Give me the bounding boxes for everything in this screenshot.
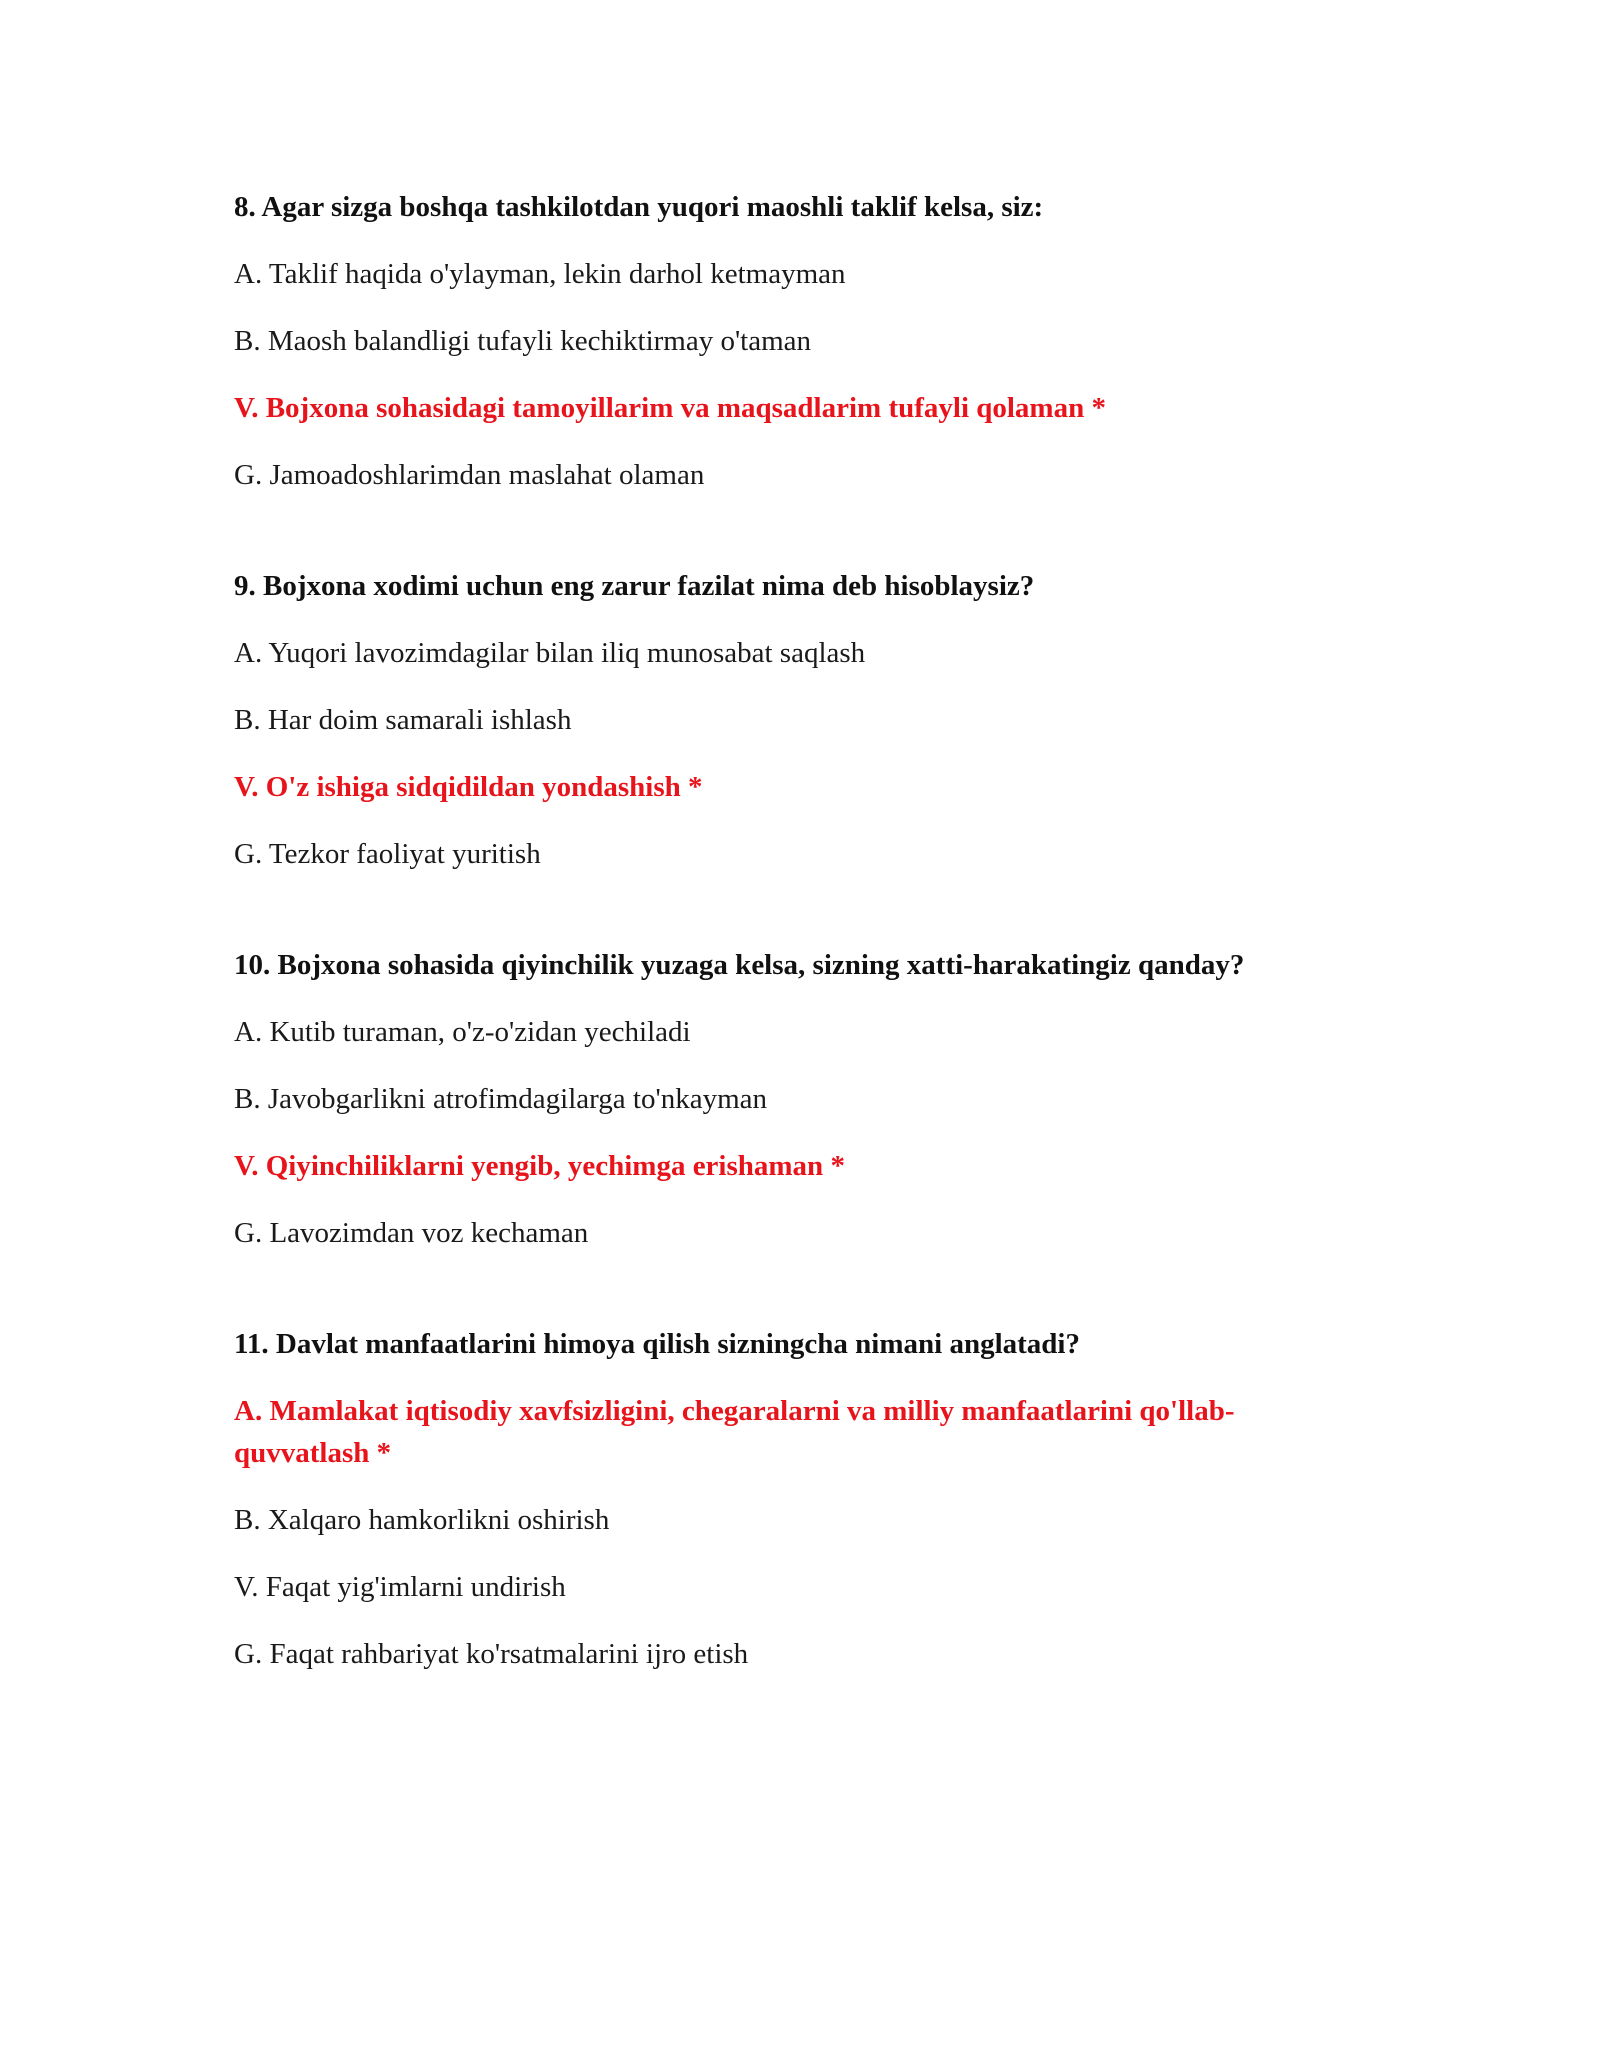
option-g: G. Faqat rahbariyat ko'rsatmalarini ijro etish [234,1638,749,1670]
question-block-9 [234,565,1364,875]
option-a: A. Kutib turaman, o'z-o'zidan yechiladi [234,1016,691,1048]
option-g: G. Tezkor faoliyat yuritish [234,838,541,870]
option-v-correct-answer: V. O'z ishiga sidqidildan yondashish * [234,771,703,803]
question-block-8 [234,186,1364,496]
document-page [234,186,1364,1744]
option-g: G. Jamoadoshlarimdan maslahat olaman [234,459,705,491]
option-a-correct-answer: A. Mamlakat iqtisodiy xavfsizligini, chegaralarni va milliy manfaatlarini qo'llab-quvvatlash * [234,1395,1235,1469]
option-b: B. Xalqaro hamkorlikni oshirish [234,1504,610,1536]
option-b: B. Maosh balandligi tufayli kechiktirmay o'taman [234,325,812,357]
question-block-10 [234,944,1364,1254]
option-a: A. Taklif haqida o'ylayman, lekin darhol ketmayman [234,258,846,290]
question-title: 8. Agar sizga boshqa tashkilotdan yuqori maoshli taklif kelsa, siz: [234,191,1044,223]
option-v-correct-answer: V. Bojxona sohasidagi tamoyillarim va maqsadlarim tufayli qolaman * [234,392,1106,424]
question-title: 11. Davlat manfaatlarini himoya qilish sizningcha nimani anglatadi? [234,1328,1080,1360]
option-g: G. Lavozimdan voz kechaman [234,1217,589,1249]
option-v: V. Faqat yig'imlarni undirish [234,1571,566,1603]
option-b: B. Javobgarlikni atrofimdagilarga to'nkayman [234,1083,768,1115]
question-title: 9. Bojxona xodimi uchun eng zarur fazilat nima deb hisoblaysiz? [234,570,1035,602]
option-v-correct-answer: V. Qiyinchiliklarni yengib, yechimga erishaman * [234,1150,845,1182]
option-a: A. Yuqori lavozimdagilar bilan iliq munosabat saqlash [234,637,866,669]
option-b: B. Har doim samarali ishlash [234,704,572,736]
question-title: 10. Bojxona sohasida qiyinchilik yuzaga kelsa, sizning xatti-harakatingiz qanday? [234,949,1245,981]
question-block-11 [234,1323,1364,1675]
